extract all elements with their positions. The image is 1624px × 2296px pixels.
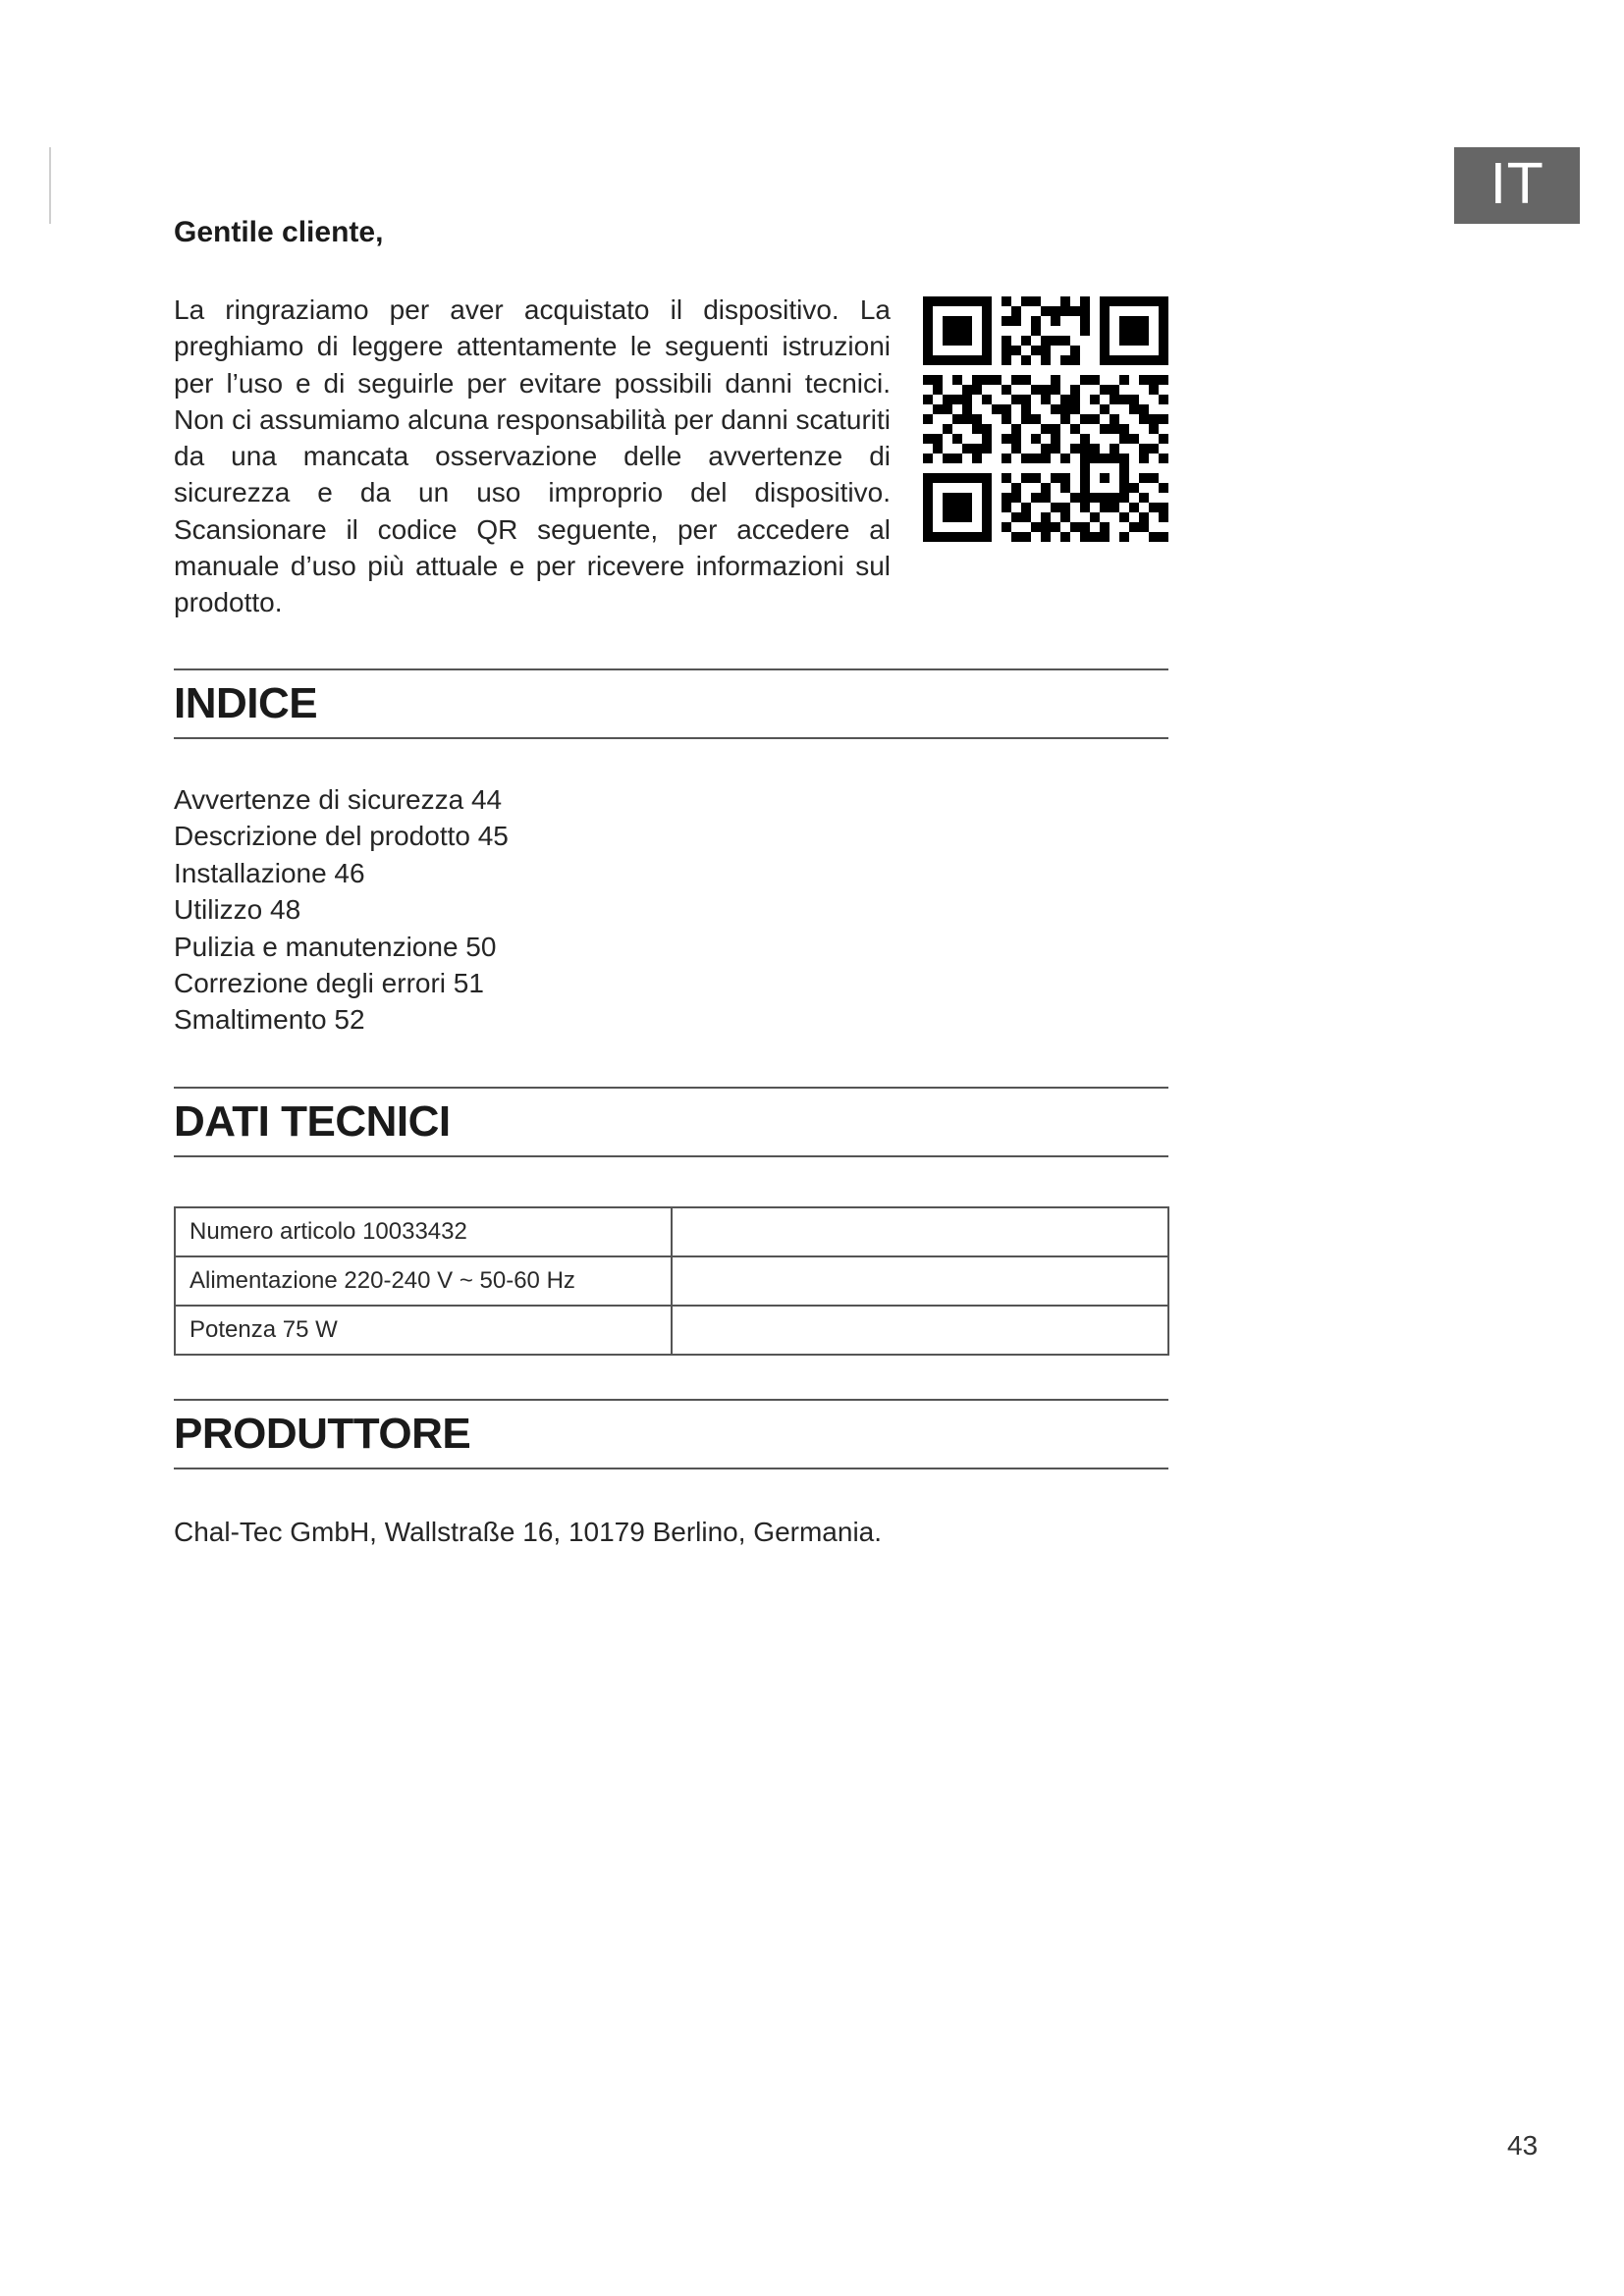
section-header-technical-data bbox=[174, 1087, 1168, 1157]
table-row bbox=[175, 1256, 1168, 1306]
margin-rule bbox=[49, 147, 51, 224]
toc-item-disposal[interactable]: Smaltimento 52 bbox=[174, 1004, 365, 1036]
table-row bbox=[175, 1207, 1168, 1256]
spec-empty-cell bbox=[672, 1207, 1168, 1256]
section-header-manufacturer bbox=[174, 1399, 1168, 1469]
toc-item-safety[interactable]: Avvertenze di sicurezza 44 bbox=[174, 784, 503, 815]
section-header-index bbox=[174, 668, 1168, 739]
language-badge: IT bbox=[1454, 147, 1580, 224]
toc-item-usage[interactable]: Utilizzo 48 bbox=[174, 894, 301, 926]
toc-item-product-description[interactable]: Descrizione del prodotto 45 bbox=[174, 821, 509, 852]
spec-power: Potenza 75 W bbox=[175, 1306, 672, 1355]
technical-data-table bbox=[174, 1206, 1169, 1356]
spec-empty-cell bbox=[672, 1256, 1168, 1306]
spec-power-supply: Alimentazione 220-240 V ~ 50-60 Hz bbox=[175, 1256, 672, 1306]
spec-item-number: Numero articolo 10033432 bbox=[175, 1207, 672, 1256]
toc-item-cleaning[interactable]: Pulizia e manutenzione 50 bbox=[174, 931, 497, 962]
toc-item-troubleshooting[interactable]: Correzione degli errori 51 bbox=[174, 968, 484, 999]
manufacturer-title: PRODUTTORE bbox=[174, 1410, 471, 1458]
table-row bbox=[175, 1306, 1168, 1355]
greeting-heading: Gentile cliente, bbox=[174, 216, 384, 248]
manufacturer-address: Chal-Tec GmbH, Wallstraße 16, 10179 Berlino, Germania. bbox=[174, 1517, 883, 1547]
table-of-contents bbox=[174, 781, 509, 1039]
spec-empty-cell bbox=[672, 1306, 1168, 1355]
intro-paragraph: La ringraziamo per aver acquistato il dispositivo. La preghiamo di leggere attentamente le seguenti istruzioni per l’uso e di seguirle per evitare possibili danni tecnici. Non ci assumiamo alcuna responsabilità per danni scaturiti da una mancata osservazione delle avvertenze di sicurezza e da un uso improprio del dispositivo. Scansionare il codice QR seguente, per accedere al manuale d’uso più attuale e per ricevere informazioni sul prodotto. bbox=[174, 294, 891, 618]
page-number: 43 bbox=[1507, 2130, 1539, 2161]
qr-code-image[interactable] bbox=[923, 296, 1168, 542]
technical-data-title: DATI TECNICI bbox=[174, 1097, 451, 1146]
toc-item-installation[interactable]: Installazione 46 bbox=[174, 857, 365, 888]
index-title: INDICE bbox=[174, 679, 318, 727]
